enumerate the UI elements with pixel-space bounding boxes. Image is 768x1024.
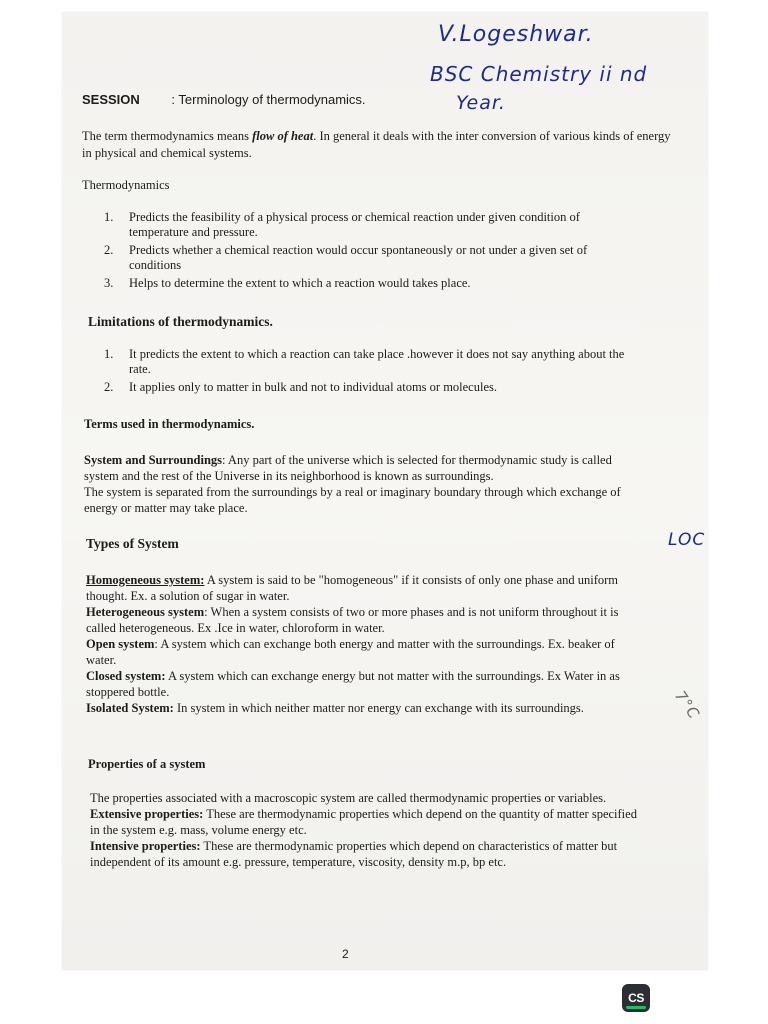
session-label: SESSION	[82, 92, 140, 107]
system-surroundings-text: : Any part of the universe which is selected for thermodynamic study is called system and the rest of the Universe in its neighborhood is known as surroundings.	[84, 453, 612, 483]
list-item	[104, 380, 640, 395]
type-term: Isolated System:	[86, 701, 174, 715]
intro-emphasis: flow of heat	[252, 129, 314, 143]
list-number: 1.	[104, 210, 114, 224]
type-term: Closed system:	[86, 669, 166, 683]
session-header	[82, 92, 366, 107]
property-text: These are thermodynamic properties which depend on the quantity of matter specified in the system e.g. mass, volume energy etc.	[90, 807, 637, 837]
intro-text-end: . In general it deals with the inter conversion of various kinds of energy in physical and chemical systems.	[82, 129, 671, 160]
list-item	[104, 276, 640, 291]
system-surroundings-term: System and Surroundings	[84, 453, 223, 467]
list-number: 2.	[104, 243, 114, 257]
margin-note-temp: 7°C	[671, 687, 704, 723]
types-heading: Types of System	[86, 536, 179, 551]
handwritten-course: BSC Chemistry ii nd	[430, 62, 648, 86]
type-item	[86, 668, 642, 700]
list-number: 2.	[104, 380, 114, 394]
limitations-heading: Limitations of thermodynamics.	[88, 314, 273, 329]
properties-section	[90, 790, 642, 870]
list-number: 3.	[104, 276, 114, 290]
list-item	[104, 347, 640, 377]
type-item	[86, 572, 642, 604]
limitations-list	[104, 347, 640, 398]
type-text: In system in which neither matter nor energy can exchange with its surroundings.	[173, 701, 584, 715]
properties-heading: Properties of a system	[88, 757, 206, 771]
property-term: Extensive properties:	[90, 807, 204, 821]
terms-heading: Terms used in thermodynamics.	[84, 417, 255, 431]
property-item	[90, 838, 642, 870]
intro-paragraph	[82, 128, 682, 162]
list-item	[104, 243, 640, 273]
camscanner-badge-icon	[622, 984, 650, 1012]
type-item	[86, 636, 642, 668]
list-item	[104, 210, 640, 240]
list-text: Predicts whether a chemical reaction would occur spontaneously or not under a given set of conditions	[129, 243, 588, 272]
list-text: It applies only to matter in bulk and not to individual atoms or molecules.	[129, 380, 497, 394]
type-text: A system is said to be "homogeneous" if it consists of only one phase and uniform thought. Ex. a solution of sugar in water.	[86, 573, 619, 603]
property-item	[90, 806, 642, 838]
list-number: 1.	[104, 347, 114, 361]
type-item	[86, 700, 642, 716]
session-title: : Terminology of thermodynamics.	[171, 92, 366, 107]
list-text: Predicts the feasibility of a physical process or chemical reaction under given condition of temperature and pressure.	[129, 210, 580, 239]
handwritten-name: V.Logeshwar.	[438, 22, 594, 47]
intro-text-start: The term thermodynamics means	[82, 129, 253, 143]
type-text: : When a system consists of two or more phases and is not uniform throughout it is called heterogeneous. Ex .Ice in water, chloroform in water.	[86, 605, 619, 635]
type-term: Open system	[86, 637, 155, 651]
document-page	[62, 12, 708, 970]
type-text: : A system which can exchange both energy and matter with the surroundings. Ex. beaker of water.	[86, 637, 615, 667]
type-text: A system which can exchange energy but not matter with the surroundings. Ex Water in as stoppered bottle.	[86, 669, 620, 699]
margin-note-loc: LOC	[668, 530, 706, 550]
property-text: These are thermodynamic properties which depend on characteristics of matter but independent of its amount e.g. pressure, temperature, viscosity, density m.p, bp etc.	[90, 839, 618, 869]
handwritten-year: Year.	[456, 92, 506, 114]
type-item	[86, 604, 642, 636]
types-list	[86, 572, 642, 716]
type-term: Heterogeneous system	[86, 605, 205, 619]
properties-intro: The properties associated with a macroscopic system are called thermodynamic properties or variables.	[90, 791, 607, 805]
page-number: 2	[342, 947, 349, 961]
list-text: Helps to determine the extent to which a reaction would takes place.	[129, 276, 471, 290]
property-term: Intensive properties:	[90, 839, 201, 853]
badge-label: CS	[628, 991, 644, 1005]
system-surroundings-paragraph	[84, 452, 640, 516]
type-term: Homogeneous system:	[86, 573, 205, 587]
thermodynamics-heading: Thermodynamics	[82, 178, 170, 192]
list-text: It predicts the extent to which a reaction can take place .however it does not say anything about the rate.	[129, 347, 625, 376]
thermodynamics-list	[104, 210, 640, 294]
boundary-text: The system is separated from the surroundings by a real or imaginary boundary through which exchange of energy or matter may take place.	[84, 485, 621, 515]
